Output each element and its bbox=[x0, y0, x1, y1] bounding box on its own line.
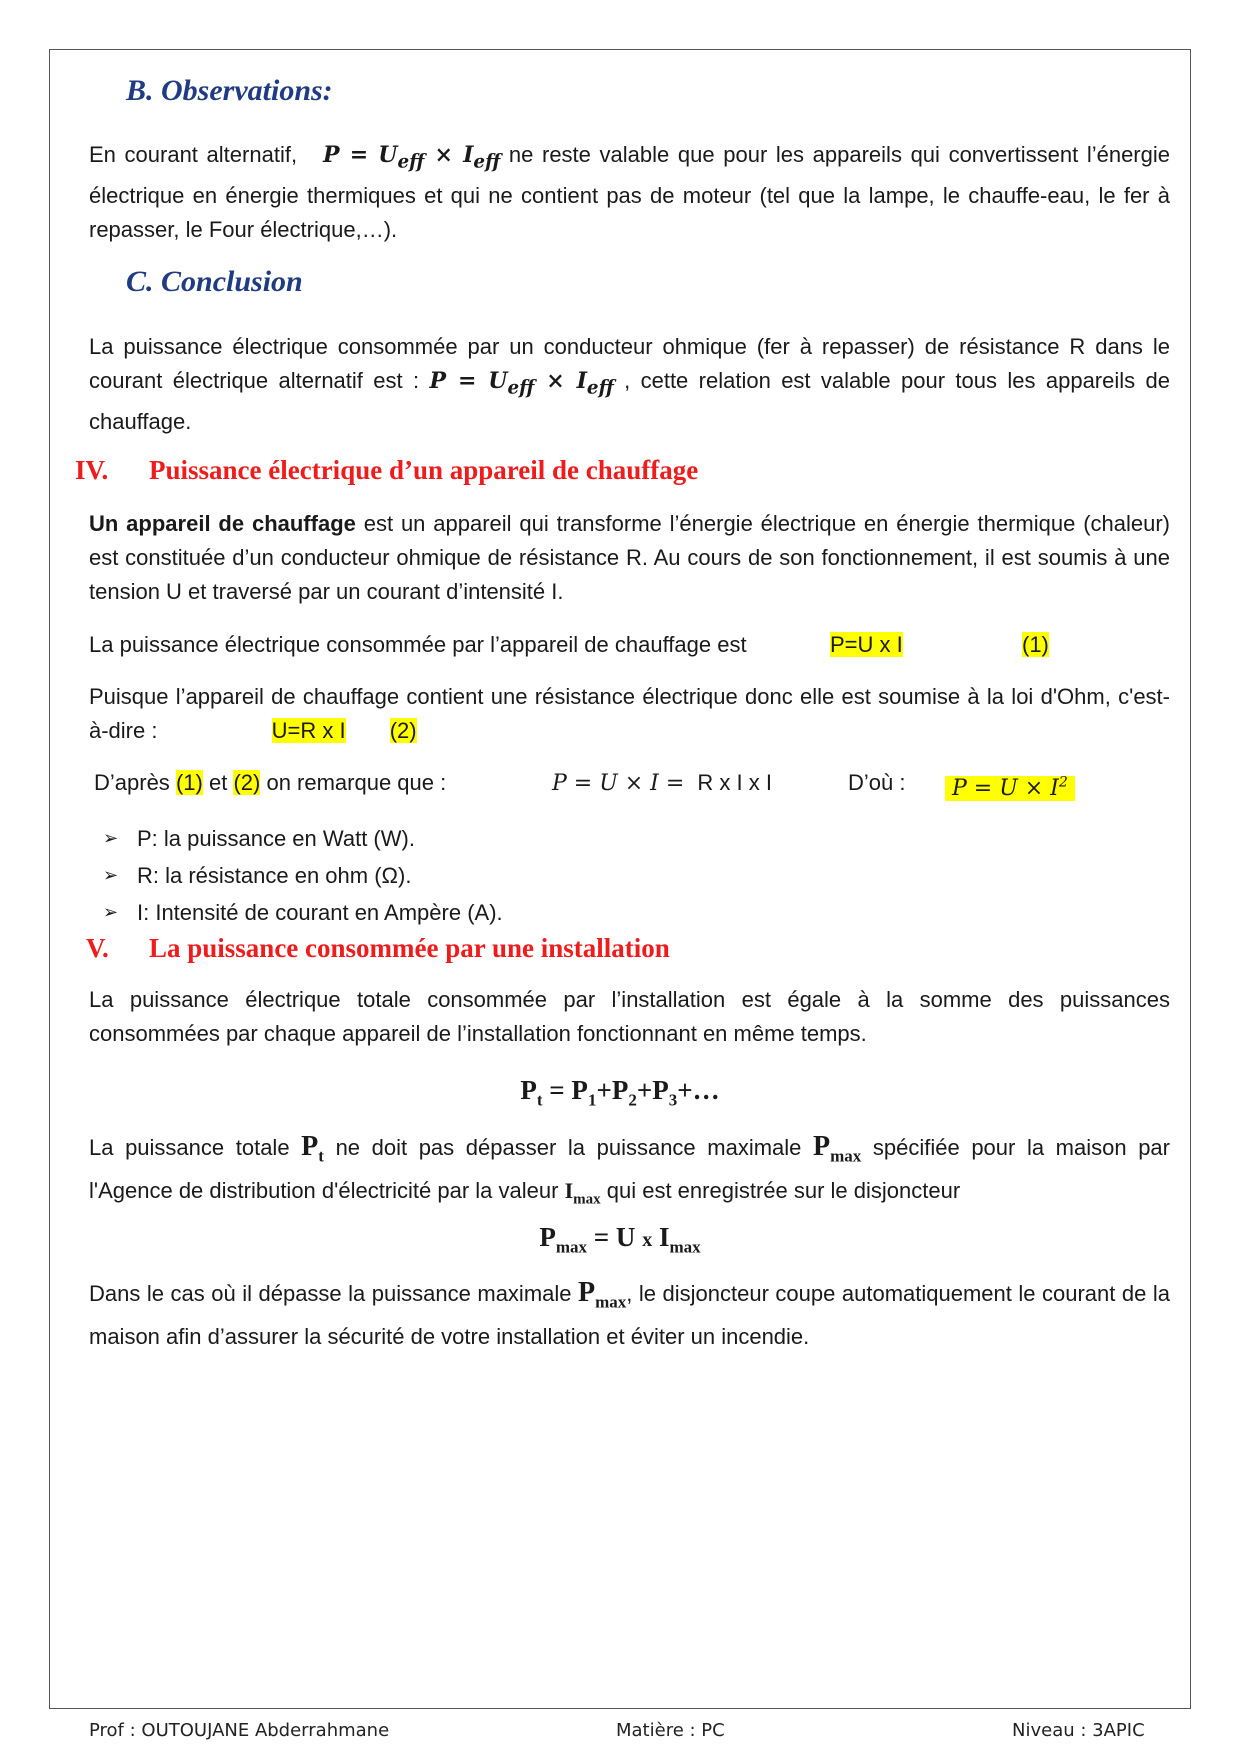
max-power-paragraph: La puissance totale $P_t$ ne doit pas dépasser la puissance maximale $P_{max}$ spécifiée pour la maison par l'Agence de distribution d'électricité par la valeur $I_{max}$ qui est enregistrée sur le disjoncteur bbox=[89, 1131, 1170, 1207]
arrow-bullet-icon: ➢ bbox=[103, 902, 119, 922]
ref-1: (1) bbox=[1022, 632, 1049, 657]
formula-total-power: $P_t$ = $P_1+P_2+P_3+\dots$ bbox=[520, 1075, 720, 1110]
heating-device-definition: Un appareil de chauffage est un appareil qui transforme l’énergie électrique en énergie thermique (chaleur) est constituée d’un conducteur ohmique de résistance R. Au cours de son fonctionnement, il est soumis à une tension U et traversé par un courant d’intensité I. bbox=[89, 511, 1171, 604]
formula-max-power: $P_{max} = U$ x $I_{max}$ bbox=[539, 1222, 701, 1257]
derivation-formula: P = U × I = R x I x I bbox=[552, 770, 772, 796]
breaker-paragraph: Dans le cas où il dépasse la puissance maximale $P_{max}$, le disjoncteur coupe automatiquement le courant de la maison afin d’assurer la sécurité de votre installation et éviter un incendie. bbox=[89, 1277, 1170, 1349]
conclusion-paragraph: La puissance électrique consommée par un conducteur ohmique (fer à repasser) de résistance R dans le courant électrique alternatif est : $P = U_{eff} \times I_{eff}$ , cette relation est valable pour tous les appareils de chauffage. bbox=[89, 334, 1170, 435]
list-item: ➢ P: la puissance en Watt (W). bbox=[89, 820, 1170, 857]
footer-prof: Prof : OUTOUJANE Abderrahmane bbox=[89, 1720, 390, 1741]
formula-u-ri: U=R x I bbox=[271, 718, 346, 743]
dou-label: D’où : bbox=[848, 770, 906, 795]
heading-section-5: V. La puissance consommée par une installation bbox=[86, 933, 670, 963]
footer-subject: Matière : PC bbox=[616, 1720, 725, 1741]
arrow-bullet-icon: ➢ bbox=[103, 828, 119, 848]
arrow-bullet-icon: ➢ bbox=[103, 865, 119, 885]
formula-power-eff-2: $P = U_{eff} \times I_{eff}$ bbox=[429, 368, 614, 399]
power-line: La puissance électrique consommée par l’appareil de chauffage est bbox=[89, 632, 747, 657]
ohm-paragraph: Puisque l’appareil de chauffage contient une résistance électrique donc elle est soumise à la loi d'Ohm, c'est-à-dire : U=R x I (2) bbox=[89, 684, 1170, 743]
formula-p-ri2: $P = U \times I^2$ bbox=[945, 766, 1075, 806]
list-item: ➢ I: Intensité de courant en Ampère (A). bbox=[89, 894, 1170, 931]
heading-observations: B. Observations: bbox=[126, 74, 333, 107]
formula-power-eff: $P = U_{eff} \times I_{eff}$ bbox=[322, 142, 501, 173]
footer-level: Niveau : 3APIC bbox=[1012, 1720, 1145, 1741]
heading-conclusion: C. Conclusion bbox=[126, 265, 303, 298]
heading-section-4: IV. Puissance électrique d’un appareil de chauffage bbox=[75, 455, 699, 485]
formula-p-ui: P=U x I bbox=[830, 632, 903, 657]
list-item: ➢ R: la résistance en ohm (Ω). bbox=[89, 857, 1170, 894]
units-list bbox=[89, 820, 1170, 931]
derivation-line: D’après (1) et (2) on remarque que : bbox=[94, 770, 447, 795]
installation-paragraph: La puissance électrique totale consommée par l’installation est égale à la somme des puissances consommées par chaque appareil de l’installation fonctionnant en même temps. bbox=[89, 987, 1170, 1046]
observations-paragraph: En courant alternatif, $P = U_{eff} \times I_{eff}$ ne reste valable que pour les appareils qui convertissent l’énergie électrique en énergie thermiques et qui ne contient pas de moteur (tel que la lampe, le chauffe-eau, le fer à repasser, le Four électrique,…). bbox=[89, 142, 1170, 243]
ref-2: (2) bbox=[389, 718, 417, 743]
